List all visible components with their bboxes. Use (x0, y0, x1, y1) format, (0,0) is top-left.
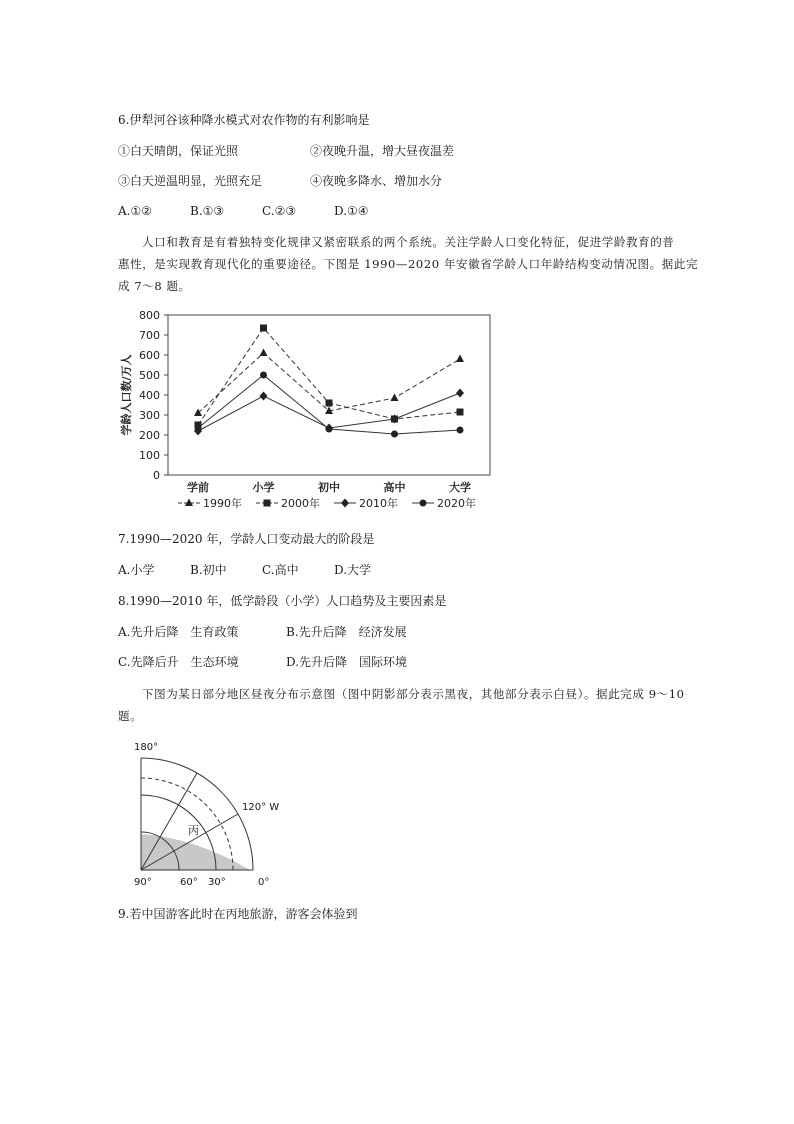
point-2010 (341, 499, 349, 508)
x-tick-label: 学前 (187, 481, 209, 494)
point-2010 (456, 389, 464, 398)
q6-choice-a: A.①② (118, 204, 152, 218)
label-60: 60° (180, 877, 198, 888)
point-1990 (260, 349, 268, 357)
q8-stem: 8.1990—2010 年，低学龄段（小学）人口趋势及主要因素是 (118, 594, 447, 608)
q8-choice-b: B.先升后降 经济发展 (286, 625, 407, 639)
point-2020 (420, 500, 427, 507)
intro910-line2: 题。 (118, 709, 143, 723)
intro78-line1: 人口和教育是有着独特变化规律又紧密联系的两个系统。关注学龄人口变化特征，促进学龄教育的普 (142, 235, 675, 249)
legend-label: 2000年 (281, 497, 320, 510)
night-shade-area (141, 834, 250, 870)
point-2020 (391, 431, 398, 438)
plot-frame (168, 315, 490, 475)
q9-stem: 9.若中国游客此时在丙地旅游，游客会体验到 (118, 907, 358, 921)
intro910-line1: 下图为某日部分地区昼夜分布示意图（图中阴影部分表示黑夜，其他部分表示白昼）。据此完成 9～10 (142, 687, 685, 701)
q8-choice-c: C.先降后升 生态环境 (118, 655, 239, 669)
y-tick-label: 200 (139, 429, 160, 442)
point-1990 (194, 409, 202, 417)
y-tick-label: 400 (139, 389, 160, 402)
day-night-svg (126, 738, 306, 890)
q6-option-2: ②夜晚升温，增大昼夜温差 (310, 144, 455, 158)
q7-choice-b: B.初中 (190, 563, 227, 577)
y-tick-label: 600 (139, 349, 160, 362)
y-tick-label: 100 (139, 449, 160, 462)
y-tick-label: 0 (153, 469, 160, 482)
q7-choice-c: C.高中 (262, 563, 299, 577)
population-line-chart (118, 305, 498, 515)
point-2000 (326, 400, 333, 407)
day-night-diagram (126, 738, 306, 890)
point-1990 (185, 499, 193, 507)
point-2010 (260, 392, 268, 401)
intro78-line2: 惠性，是实现教育现代化的重要途径。下图是 1990—2020 年安徽省学龄人口年龄结构变动情况图。据此完 (118, 257, 699, 271)
label-180: 180° (134, 742, 159, 753)
point-2020 (457, 427, 464, 434)
label-0: 0° (258, 877, 270, 888)
point-2020 (195, 425, 202, 432)
intro78-line3: 成 7～8 题。 (118, 279, 191, 293)
point-2000 (260, 325, 267, 332)
q6-option-3: ③白天逆温明显，光照充足 (118, 174, 263, 188)
y-tick-label: 800 (139, 309, 160, 322)
x-tick-label: 小学 (252, 481, 275, 494)
q8-choice-d: D.先升后降 国际环境 (286, 655, 408, 669)
q8-choice-a: A.先升后降 生育政策 (118, 625, 239, 639)
y-tick-label: 500 (139, 369, 160, 382)
point-2000 (457, 409, 464, 416)
q6-stem: 6.伊犁河谷该种降水模式对农作物的有利影响是 (118, 113, 370, 127)
y-axis-label: 学龄人口数/万人 (120, 354, 133, 436)
q7-choice-a: A.小学 (118, 563, 155, 577)
q6-choice-c: C.②③ (262, 204, 297, 218)
label-30: 30° (208, 877, 226, 888)
q6-option-1: ①白天晴朗，保证光照 (118, 144, 239, 158)
y-tick-label: 700 (139, 329, 160, 342)
q6-choice-d: D.①④ (334, 204, 369, 218)
legend-label: 2020年 (437, 497, 476, 510)
chart-svg (118, 305, 498, 515)
q6-choice-b: B.①③ (190, 204, 225, 218)
label-90: 90° (134, 877, 152, 888)
x-tick-label: 初中 (318, 481, 340, 494)
point-1990 (391, 394, 399, 402)
label-120w: 120° W (242, 802, 280, 813)
point-2020 (260, 372, 267, 379)
legend-label: 1990年 (203, 497, 242, 510)
x-tick-label: 高中 (383, 481, 406, 494)
label-bing: 丙 (188, 824, 199, 837)
q7-stem: 7.1990—2020 年，学龄人口变动最大的阶段是 (118, 532, 375, 546)
point-1990 (456, 355, 464, 363)
point-2020 (326, 426, 333, 433)
y-tick-label: 300 (139, 409, 160, 422)
x-tick-label: 大学 (449, 481, 471, 494)
legend-label: 2010年 (359, 497, 398, 510)
point-2000 (264, 500, 271, 507)
q7-choice-d: D.大学 (334, 563, 372, 577)
q6-option-4: ④夜晚多降水、增加水分 (310, 174, 443, 188)
